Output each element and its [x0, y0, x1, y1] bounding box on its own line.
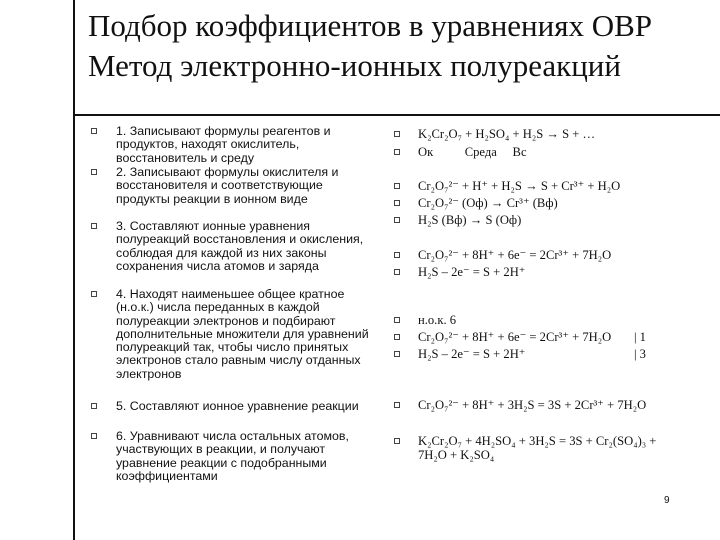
multiplier-text: | 1 — [634, 330, 646, 344]
step-text: 6. Уравнивают числа остальных атомов, участвующих в реакции, и получают уравнение реакции с подобранными коэффициентами — [116, 429, 349, 483]
equation-text: н.о.к. 6 — [418, 313, 457, 327]
square-bullet-icon — [91, 169, 97, 175]
square-bullet-icon — [91, 291, 97, 297]
equation-text: Ок Среда Вс — [418, 145, 527, 159]
step-text: 2. Записывают формулы окислителя и восстановителя и соответствующие продукты реакции в ионном виде — [116, 165, 339, 206]
equation-text: 7H₂O + K₂SO₄ — [418, 448, 495, 462]
step-item-1 — [88, 125, 370, 166]
equation-text: K₂Cr₂O₇ + H₂SO₄ + H₂S → S + … — [418, 127, 596, 141]
step-text: 3. Составляют ионные уравнения полуреакций восстановления и окисления, соблюдая для каждой из них законы сохранения числа атомов и заряда — [116, 219, 364, 273]
multiplier-text: | 3 — [634, 347, 646, 361]
square-bullet-icon — [394, 200, 400, 206]
square-bullet-icon — [394, 217, 400, 223]
square-bullet-icon — [91, 128, 97, 134]
equation-text: H₂S – 2e⁻ = S + 2H⁺ — [418, 347, 526, 361]
step-text: 1. Записывают формулы реагентов и продуктов, находят окислитель, восстановитель и среду — [116, 124, 331, 165]
square-bullet-icon — [394, 131, 400, 137]
equation-text: H₂S (Вф) → S (Оф) — [418, 213, 522, 227]
equation-text: Cr₂O₇²⁻ + 8H⁺ + 6e⁻ = 2Cr³⁺ + 7H₂O — [418, 330, 612, 344]
left-vertical-rule — [73, 0, 75, 540]
slide-title — [88, 6, 708, 86]
step-text: 5. Составляют ионное уравнение реакции — [116, 399, 359, 413]
equation-text: Cr₂O₇²⁻ (Оф) → Cr³⁺ (Вф) — [418, 196, 558, 210]
square-bullet-icon — [394, 334, 400, 340]
square-bullet-icon — [394, 351, 400, 357]
square-bullet-icon — [394, 402, 400, 408]
step-text: 4. Находят наименьшее общее кратное (н.о.к.) числа переданных в каждой полуреакции электронов и подбирают дополнительные множители для уравнений полуреакций так, чтобы число принятых электронов стало равным числу отданных электронов — [116, 287, 369, 381]
square-bullet-icon — [394, 317, 400, 323]
square-bullet-icon — [394, 252, 400, 258]
title-line-1: Подбор коэффициентов в уравнениях ОВР — [88, 8, 653, 43]
page-number: 9 — [664, 495, 670, 506]
title-line-2: Метод электронно-ионных полуреакций — [88, 48, 621, 83]
step-item-3 — [88, 220, 370, 288]
square-bullet-icon — [91, 403, 97, 409]
step-item-4 — [88, 288, 370, 400]
step-item-6 — [88, 430, 370, 483]
square-bullet-icon — [394, 149, 400, 155]
equation-text: Cr₂O₇²⁻ + 8H⁺ + 3H₂S = 3S + 2Cr³⁺ + 7H₂O — [418, 398, 647, 412]
square-bullet-icon — [394, 183, 400, 189]
equation-text: K₂Cr₂O₇ + 4H₂SO₄ + 3H₂S = 3S + Cr₂(SO₄)₃ + — [418, 434, 657, 448]
square-bullet-icon — [394, 269, 400, 275]
equation-text: H₂S – 2e⁻ = S + 2H⁺ — [418, 265, 526, 279]
equation-text: Cr₂O₇²⁻ + H⁺ + H₂S → S + Cr³⁺ + H₂O — [418, 179, 621, 193]
step-item-2 — [88, 166, 370, 220]
equation-text: Cr₂O₇²⁻ + 8H⁺ + 6e⁻ = 2Cr³⁺ + 7H₂O — [418, 248, 612, 262]
steps-list — [88, 125, 370, 483]
step-item-5 — [88, 400, 370, 430]
title-underline — [73, 114, 720, 116]
square-bullet-icon — [91, 433, 97, 439]
square-bullet-icon — [394, 438, 400, 444]
square-bullet-icon — [91, 223, 97, 229]
